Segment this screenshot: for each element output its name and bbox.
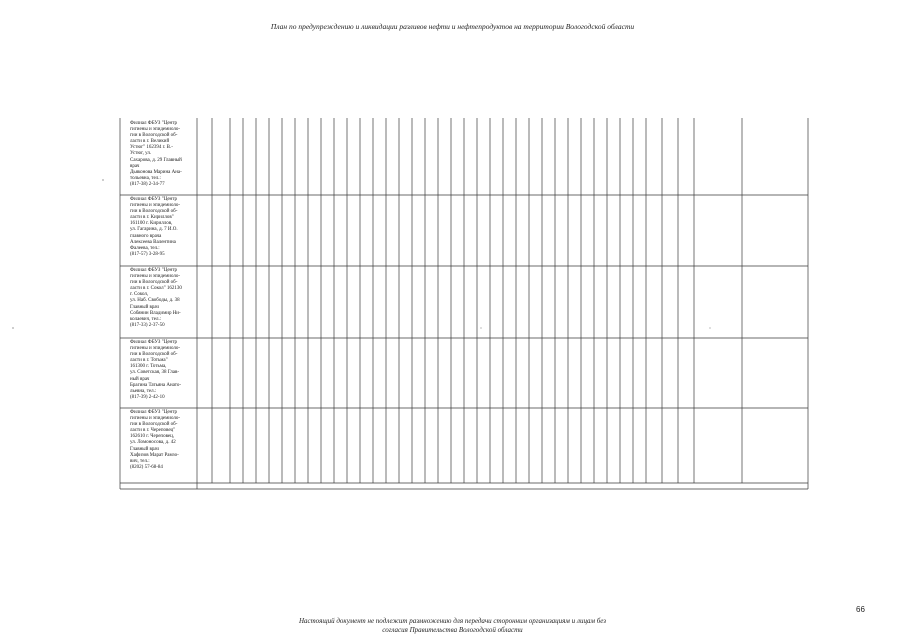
table-row-cell: Филиал ФБУЗ "Центр гигиены и эпидемиоло- гии в Вологодской об- ласти в г. Сокол" 162130 г. Сокол, ул. Наб. Свободы, д. 38 Главный врач Собянин Владимир Ни- колаевич, тел.: (817-33) 2-37-50 — [130, 268, 182, 328]
footer-line-2: согласия Правительства Вологодской области — [382, 626, 523, 634]
table-row-cell: Филиал ФБУЗ "Центр гигиены и эпидемиоло- гии в Вологодской об- ласти в г. Кириллов" 161100 г. Кириллов, ул. Гагарина, д. 7 И.О. главного врача Алексеева Валентина Фалеева, тел.: (817-57) 3-28-95 — [130, 197, 181, 257]
table-row-cell: Филиал ФБУЗ "Центр гигиены и эпидемиоло- гии в Вологодской об- ласти в г. Великий Устюг" 162394 г. В.- Устюг, ул. Сахарова, д. 29 Главный врач Дьяконова Марина Ана- тольевна, тел.: (817-38) 2-34-77 — [130, 121, 182, 187]
page-footer — [0, 617, 905, 635]
page-header-title: План по предупреждению и ликвидации разливов нефти и нефтепродуктов на территории Вологодской области — [270, 22, 635, 31]
table-row-cell: Филиал ФБУЗ "Центр гигиены и эпидемиоло- гии в Вологодской об- ласти в г. Череповец" 162610 г. Череповец, ул. Ломоносова, д. 42 Главный врач Хафизов Марат Рамзо- вич, тел.: (8202) 57-68-84 — [130, 410, 181, 470]
table-row-cell: Филиал ФБУЗ "Центр гигиены и эпидемиоло- гии в Вологодской об- ласти в г. Тотьма" 161300 г. Тотьма, ул. Советская, 38 Глав- ный врач Брагина Татьяна Анато- льевна, тел.: (817-39) 2-42-10 — [130, 340, 182, 400]
page-number: 66 — [856, 605, 865, 614]
footer-line-1: Настоящий документ не подлежит размножению для передачи сторонним организациям и лицам без — [298, 617, 607, 625]
